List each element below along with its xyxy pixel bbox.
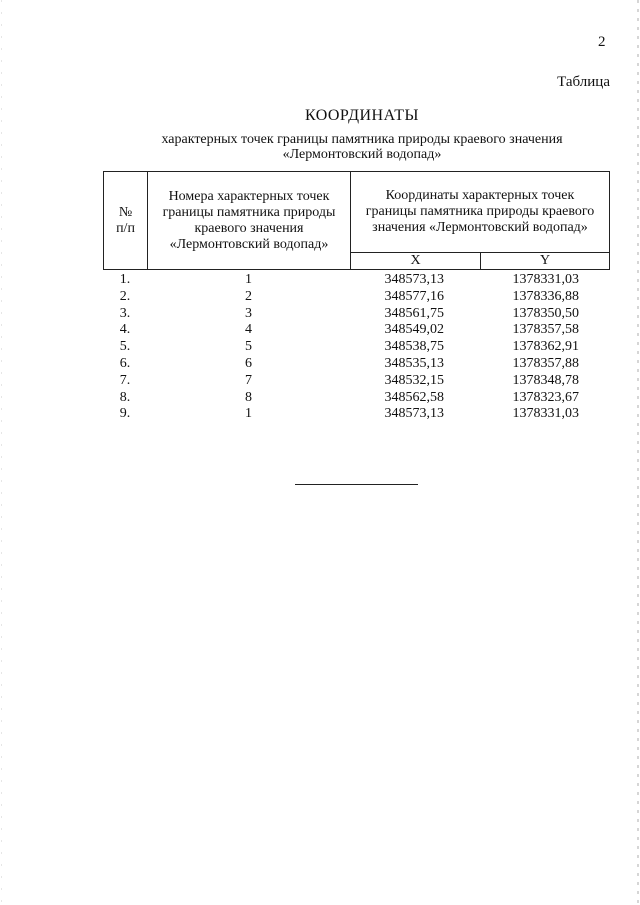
point-number: 2 bbox=[245, 288, 252, 304]
point-number: 8 bbox=[245, 389, 252, 405]
coord-y: 1378357,88 bbox=[512, 355, 579, 371]
document-subtitle bbox=[0, 132, 640, 162]
point-number: 7 bbox=[245, 372, 252, 388]
row-number: 1. bbox=[119, 272, 131, 287]
coord-y: 1378348,78 bbox=[512, 372, 579, 388]
table-label: Таблица bbox=[557, 74, 610, 90]
page-number: 2 bbox=[598, 34, 606, 50]
row-number: 8. bbox=[119, 389, 131, 405]
header-text: краевого значения bbox=[194, 220, 304, 236]
table-row bbox=[103, 272, 609, 289]
table-row bbox=[103, 356, 609, 373]
coord-x: 348561,75 bbox=[384, 305, 444, 321]
header-text: значения «Лермонтовский водопад» bbox=[372, 220, 588, 235]
header-coordinates bbox=[351, 172, 610, 253]
coord-x: 348532,15 bbox=[384, 372, 444, 388]
row-number: 7. bbox=[119, 372, 131, 388]
coord-y: 1378350,50 bbox=[512, 305, 579, 321]
table-row bbox=[103, 390, 609, 407]
coord-x: 348562,58 bbox=[384, 389, 444, 405]
header-x: X bbox=[351, 253, 481, 270]
coord-x: 348573,13 bbox=[384, 406, 444, 422]
header-number bbox=[104, 172, 148, 270]
header-text: «Лермонтовский водопад» bbox=[169, 236, 329, 252]
table-row bbox=[103, 306, 609, 323]
row-number: 5. bbox=[119, 339, 131, 355]
header-point-numbers bbox=[148, 172, 351, 270]
coord-x: 348577,16 bbox=[384, 288, 444, 304]
subtitle-line: характерных точек границы памятника природы краевого значения bbox=[161, 132, 563, 147]
table-row bbox=[103, 373, 609, 390]
coord-x: 348535,13 bbox=[384, 355, 444, 371]
coord-y: 1378362,91 bbox=[512, 339, 579, 355]
coord-y: 1378357,58 bbox=[512, 322, 579, 338]
row-number: 4. bbox=[119, 322, 131, 338]
subtitle-line: «Лермонтовский водопад» bbox=[282, 147, 442, 162]
header-text: Номера характерных точек bbox=[168, 188, 330, 204]
header-text: № bbox=[118, 204, 133, 220]
end-divider bbox=[295, 484, 418, 485]
point-number: 5 bbox=[245, 339, 252, 355]
header-text: Координаты характерных точек bbox=[385, 188, 575, 203]
coord-x: 348549,02 bbox=[384, 322, 444, 338]
coord-y: 1378331,03 bbox=[512, 272, 579, 287]
coord-y: 1378331,03 bbox=[512, 406, 579, 422]
coord-x: 348538,75 bbox=[384, 339, 444, 355]
document-title: КООРДИНАТЫ bbox=[305, 107, 419, 124]
point-number: 4 bbox=[245, 322, 252, 338]
coord-x: 348573,13 bbox=[384, 272, 444, 287]
point-number: 3 bbox=[245, 305, 252, 321]
table-row bbox=[103, 339, 609, 356]
header-text: границы памятника природы bbox=[162, 204, 336, 220]
point-number: 6 bbox=[245, 355, 252, 371]
header-y: Y bbox=[481, 253, 610, 270]
table-row bbox=[103, 289, 609, 306]
table-row bbox=[103, 406, 609, 423]
row-number: 6. bbox=[119, 355, 131, 371]
point-number: 1 bbox=[245, 406, 252, 422]
table-row bbox=[103, 322, 609, 339]
coordinates-table-body bbox=[103, 272, 609, 423]
point-number: 1 bbox=[245, 272, 252, 287]
row-number: 3. bbox=[119, 305, 131, 321]
header-text: границы памятника природы краевого bbox=[365, 204, 595, 219]
row-number: 2. bbox=[119, 288, 131, 304]
coordinates-table-header bbox=[103, 171, 610, 270]
coord-y: 1378336,88 bbox=[512, 288, 579, 304]
row-number: 9. bbox=[119, 406, 131, 422]
coord-y: 1378323,67 bbox=[512, 389, 579, 405]
header-text: п/п bbox=[116, 220, 135, 236]
